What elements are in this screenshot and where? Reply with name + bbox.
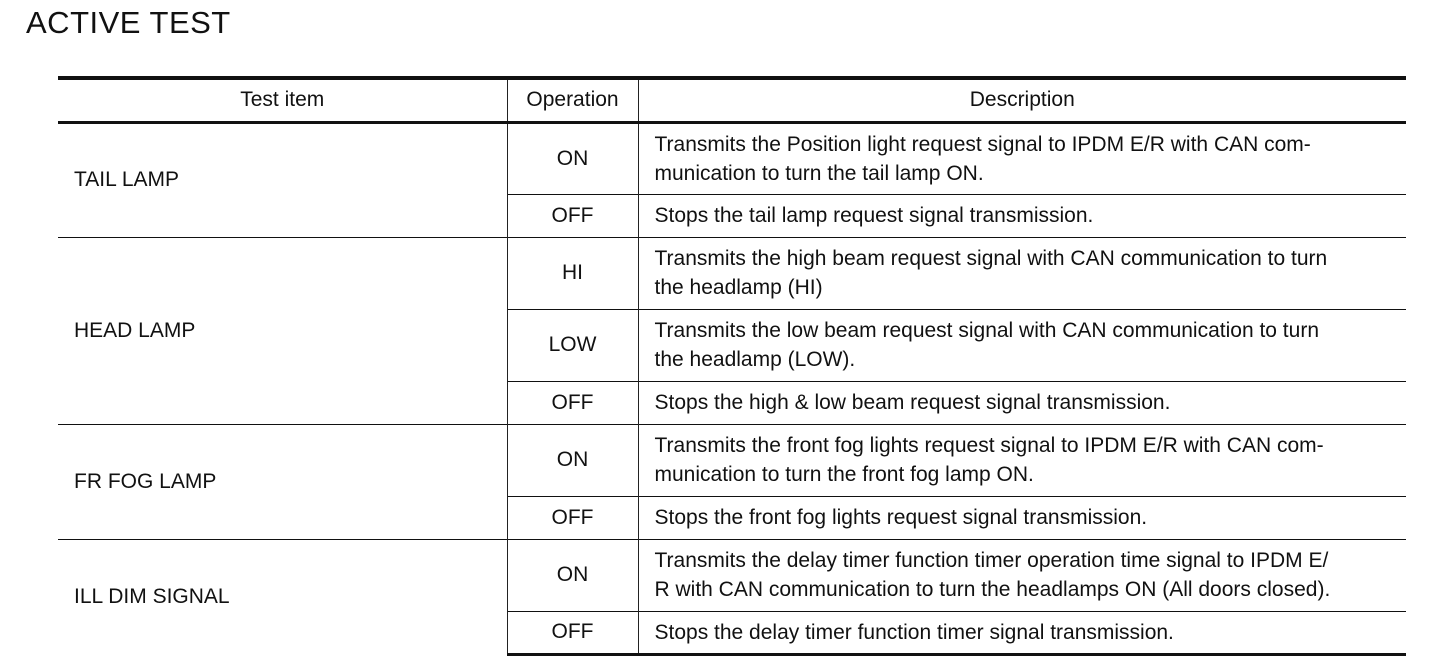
description-cell: Stops the delay timer function timer signal transmission. <box>638 611 1406 654</box>
description-cell: Transmits the low beam request signal with CAN communication to turn the headlamp (LOW). <box>638 309 1406 381</box>
table-row <box>58 424 1406 496</box>
description-cell: Transmits the front fog lights request signal to IPDM E/R with CAN com- munication to turn the front fog lamp ON. <box>638 424 1406 496</box>
description-cell: Transmits the Position light request signal to IPDM E/R with CAN com- munication to turn the tail lamp ON. <box>638 122 1406 194</box>
active-test-table <box>58 76 1406 656</box>
page-title: ACTIVE TEST <box>26 5 231 40</box>
description-cell: Transmits the delay timer function timer operation time signal to IPDM E/ R with CAN communication to turn the headlamps ON (All doors closed). <box>638 539 1406 611</box>
test-item-cell: FR FOG LAMP <box>58 424 507 539</box>
test-item-cell: HEAD LAMP <box>58 237 507 424</box>
test-item-cell: TAIL LAMP <box>74 168 180 191</box>
table-row <box>58 122 1406 194</box>
header-test-item: Test item <box>58 78 507 122</box>
operation-cell: ON <box>507 424 638 496</box>
description-cell: Transmits the high beam request signal with CAN communication to turn the headlamp (HI) <box>638 237 1406 309</box>
operation-cell: OFF <box>507 381 638 424</box>
description-cell: Stops the high & low beam request signal transmission. <box>638 381 1406 424</box>
description-cell: Stops the tail lamp request signal transmission. <box>638 194 1406 237</box>
header-operation: Operation <box>507 78 638 122</box>
table-row <box>58 237 1406 309</box>
operation-cell: OFF <box>507 496 638 539</box>
operation-cell: LOW <box>507 309 638 381</box>
table-row <box>58 539 1406 611</box>
operation-cell: OFF <box>507 611 638 654</box>
operation-cell: HI <box>507 237 638 309</box>
test-item-cell: ILL DIM SIGNAL <box>58 539 507 654</box>
operation-cell: ON <box>507 539 638 611</box>
operation-cell: ON <box>507 122 638 194</box>
operation-cell: OFF <box>507 194 638 237</box>
description-cell: Stops the front fog lights request signal transmission. <box>638 496 1406 539</box>
header-description: Description <box>638 78 1406 122</box>
table-header-row <box>58 78 1406 122</box>
